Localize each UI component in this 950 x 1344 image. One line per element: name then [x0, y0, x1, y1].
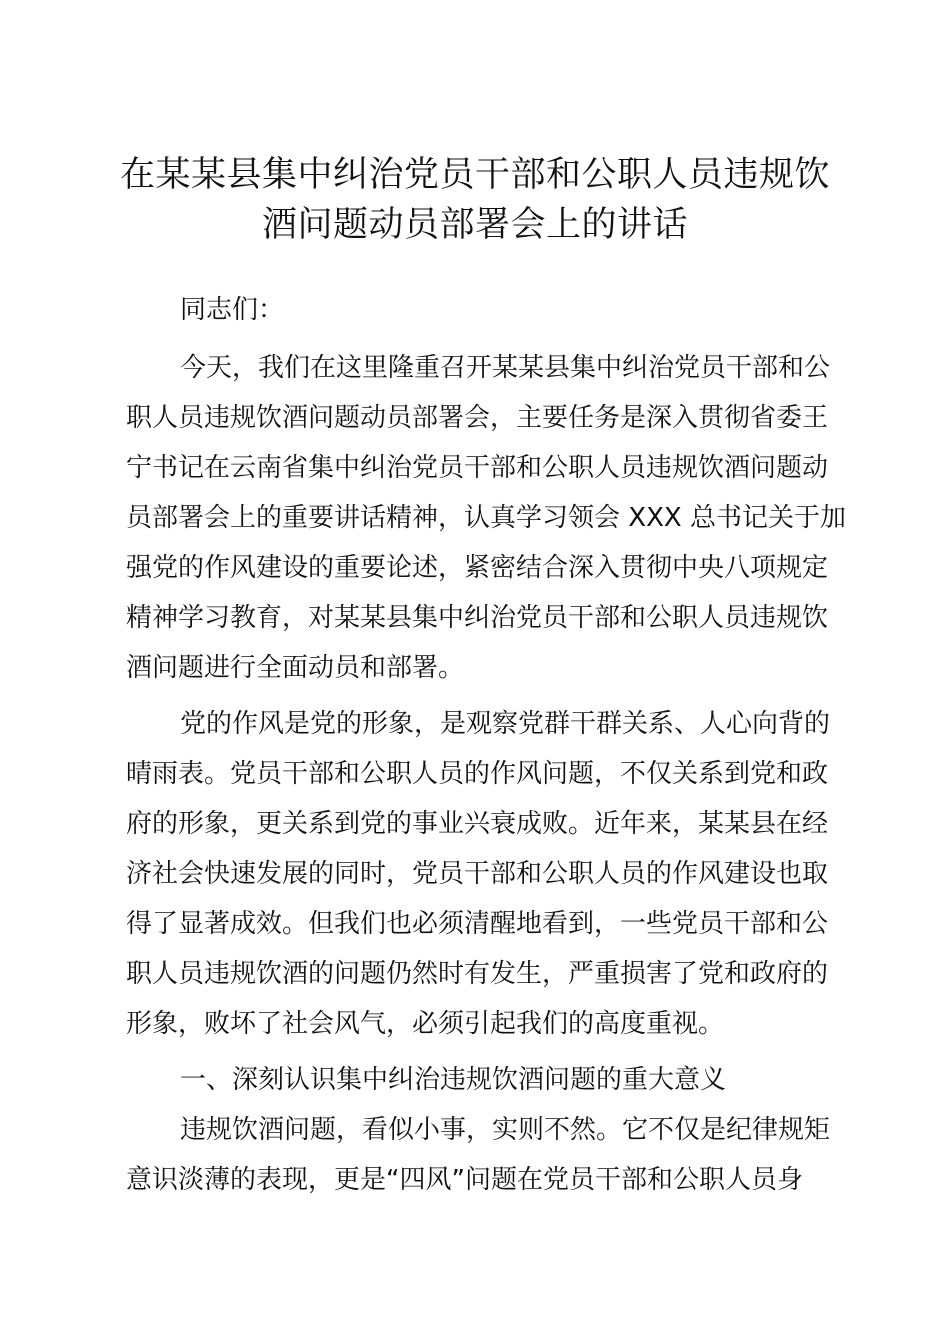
paragraph-line: 精神学习教育，对某某县集中纠治党员干部和公职人员违规饮: [126, 603, 829, 633]
paragraph-line: 违规饮酒问题，看似小事，实则不然。它不仅是纪律规矩: [180, 1115, 831, 1145]
paragraph-line: 员部署会上的重要讲话精神，认真学习领会 XXX 总书记关于加: [126, 503, 846, 533]
paragraph-line: 宁书记在云南省集中纠治党员干部和公职人员违规饮酒问题动: [126, 453, 829, 483]
salutation: 同志们：: [180, 295, 285, 325]
paragraph-line: 意识淡薄的表现，更是“四风”问题在党员干部和公职人员身: [126, 1165, 803, 1195]
paragraph-party-style: [126, 699, 836, 1049]
paragraph-line: 酒问题进行全面动员和部署。: [126, 653, 465, 683]
document-title: [100, 150, 850, 250]
title-line: 酒问题动员部署会上的讲话: [261, 205, 688, 245]
paragraph-line: 府的形象，更关系到党的事业兴衰成败。近年来，某某县在经: [126, 809, 829, 839]
paragraph-line: 得了显著成效。但我们也必须清醒地看到，一些党员干部和公: [126, 909, 829, 939]
paragraph-opening: [126, 343, 846, 693]
section-heading: 一、深刻认识集中纠治违规饮酒问题的重大意义: [180, 1065, 727, 1095]
paragraph-line: 职人员违规饮酒的问题仍然时有发生，严重损害了党和政府的: [126, 959, 829, 989]
paragraph-section1: [126, 1105, 836, 1205]
paragraph-line: 今天，我们在这里隆重召开某某县集中纠治党员干部和公: [180, 353, 831, 383]
paragraph-line: 职人员违规饮酒问题动员部署会，主要任务是深入贯彻省委王: [126, 403, 829, 433]
paragraph-line: 形象，败坏了社会风气，必须引起我们的高度重视。: [126, 1009, 725, 1039]
paragraph-line: 强党的作风建设的重要论述，紧密结合深入贯彻中央八项规定: [126, 553, 829, 583]
paragraph-line: 晴雨表。党员干部和公职人员的作风问题，不仅关系到党和政: [126, 759, 829, 789]
paragraph-line: 党的作风是党的形象，是观察党群干群关系、人心向背的: [180, 709, 831, 739]
paragraph-line: 济社会快速发展的同时，党员干部和公职人员的作风建设也取: [126, 859, 829, 889]
document-body: [126, 285, 846, 1205]
title-line: 在某某县集中纠治党员干部和公职人员违规饮: [119, 155, 830, 195]
